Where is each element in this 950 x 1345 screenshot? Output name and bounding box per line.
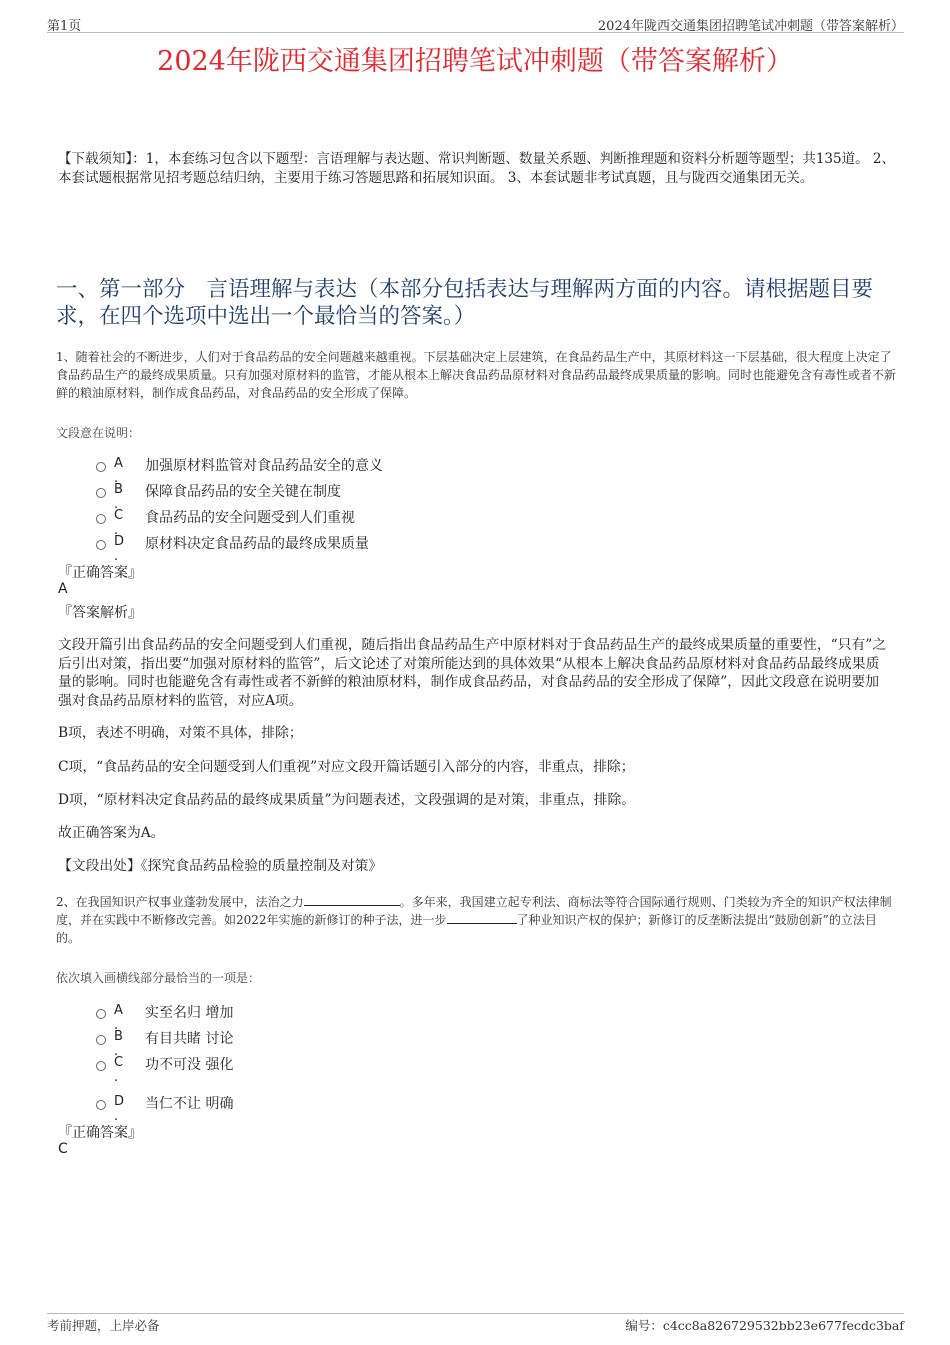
stem-part: 。多年来，我国建立起专利法、商标法等符合国际通行规则、门类较为齐全的知识产权法律制度，并在实践中不断修改完善。如2022年实施的新修订的种子法，进一步 — [56, 895, 892, 927]
footer-slogan: 考前押题，上岸必备 — [47, 1318, 160, 1333]
analysis-b: B项，表述不明确，对策不具体，排除； — [58, 725, 303, 741]
radio-icon[interactable] — [96, 514, 106, 524]
radio-icon[interactable] — [96, 1009, 106, 1019]
radio-icon[interactable] — [96, 1100, 106, 1110]
radio-icon[interactable] — [96, 488, 106, 498]
radio-icon[interactable] — [96, 462, 106, 472]
download-notice: 【下载须知】：1，本套练习包含以下题型：言语理解与表达题、常识判断题、数量关系题、判断推理题和资料分析题等题型；共135道。 2、本套试题根据常见招考题总结归纳，主要用于练习答题思路和拓展知识面。 3、本套试题非考试真题，且与陇西交通集团无关。 — [58, 151, 895, 186]
option-text: 实至名归 增加 — [145, 1005, 234, 1021]
question-2-stem — [56, 893, 898, 947]
fill-blank-2 — [447, 911, 517, 924]
radio-icon[interactable] — [96, 540, 106, 550]
option-text: 食品药品的安全问题受到人们重视 — [145, 510, 355, 526]
question-1-prompt: 文段意在说明： — [56, 426, 141, 440]
footer-serial: 编号：c4cc8a826729532bb23e677fecdc3baf — [625, 1318, 904, 1333]
radio-icon[interactable] — [96, 1061, 106, 1071]
option-text: 功不可没 强化 — [145, 1057, 234, 1073]
page-footer — [47, 1313, 904, 1332]
option-key: A . — [114, 1003, 123, 1033]
correct-answer: C — [58, 1141, 68, 1157]
option-key: C . — [114, 508, 124, 538]
analysis-conclusion: 故正确答案为A。 — [58, 825, 165, 841]
answer-label: 『正确答案』 — [58, 565, 142, 581]
stem-part: 了种业知识产权的保护；新修订的反垄断法提出“鼓励创新”的立法目的。 — [56, 913, 877, 945]
option-text: 原材料决定食品药品的最终成果质量 — [145, 536, 369, 552]
answer-label: 『正确答案』 — [58, 1125, 142, 1141]
analysis-d: D项，“原材料决定食品药品的最终成果质量”为问题表述，文段强调的是对策，非重点，排除。 — [58, 792, 636, 808]
option-text: 加强原材料监管对食品药品安全的意义 — [145, 458, 383, 474]
radio-icon[interactable] — [96, 1035, 106, 1045]
source-citation: 【文段出处】《探究食品药品检验的质量控制及对策》 — [58, 858, 383, 874]
option-key: D . — [114, 534, 125, 564]
option-key: B . — [114, 482, 123, 512]
page-header — [47, 14, 904, 33]
option-key: C . — [114, 1055, 124, 1085]
option-key: B . — [114, 1029, 123, 1059]
analysis-label: 『答案解析』 — [58, 605, 142, 621]
option-text: 当仁不让 明确 — [145, 1096, 234, 1112]
option-key: A . — [114, 456, 123, 486]
page-number: 第1页 — [47, 19, 82, 34]
analysis-c: C项，“食品药品的安全问题受到人们重视”对应文段开篇话题引入部分的内容，非重点，排除； — [58, 759, 635, 775]
fill-blank-1 — [304, 893, 400, 906]
analysis-paragraph: 文段开篇引出食品药品的安全问题受到人们重视，随后指出食品药品生产中原材料对于食品药品生产的最终成果质量的重要性，“只有”之后引出对策，指出要“加强对原材料的监管”，后文论述了对策所能达到的具体效果“从根本上解决食品药品原材料对食品药品最终成果质量的影响。同时也能避免含有毒性或者不新鲜的粮油原材料，制作成食品药品，对食品药品的安全形成了保障”，因此文段意在说明要加强对食品药品原材料的监管，对应A项。 — [58, 637, 887, 709]
question-1-stem: 1、随着社会的不断进步，人们对于食品药品的安全问题越来越重视。下层基础决定上层建筑，在食品药品生产中，其原材料这一下层基础，很大程度上决定了食品药品生产的最终成果质量。只有加强对原材料的监管，才能从根本上解决食品药品原材料对食品药品最终成果质量的影响。同时也能避免含有毒性或者不新鲜的粮油原材料，制作成食品药品，对食品药品的安全形成了保障。 — [56, 350, 897, 400]
stem-part: 2、在我国知识产权事业蓬勃发展中，法治之力 — [56, 895, 304, 909]
option-text: 有目共睹 讨论 — [145, 1031, 234, 1047]
option-key: D . — [114, 1094, 125, 1124]
section-heading: 一、第一部分 言语理解与表达（本部分包括表达与理解两方面的内容。请根据题目要求，在四个选项中选出一个最恰当的答案。） — [56, 277, 874, 329]
correct-answer: A — [58, 581, 68, 597]
question-2-prompt: 依次填入画横线部分最恰当的一项是： — [56, 971, 261, 985]
option-text: 保障食品药品的安全关键在制度 — [145, 484, 341, 500]
header-doc-title: 2024年陇西交通集团招聘笔试冲刺题（带答案解析） — [597, 19, 904, 34]
document-title: 2024年陇西交通集团招聘笔试冲刺题（带答案解析） — [157, 46, 793, 77]
